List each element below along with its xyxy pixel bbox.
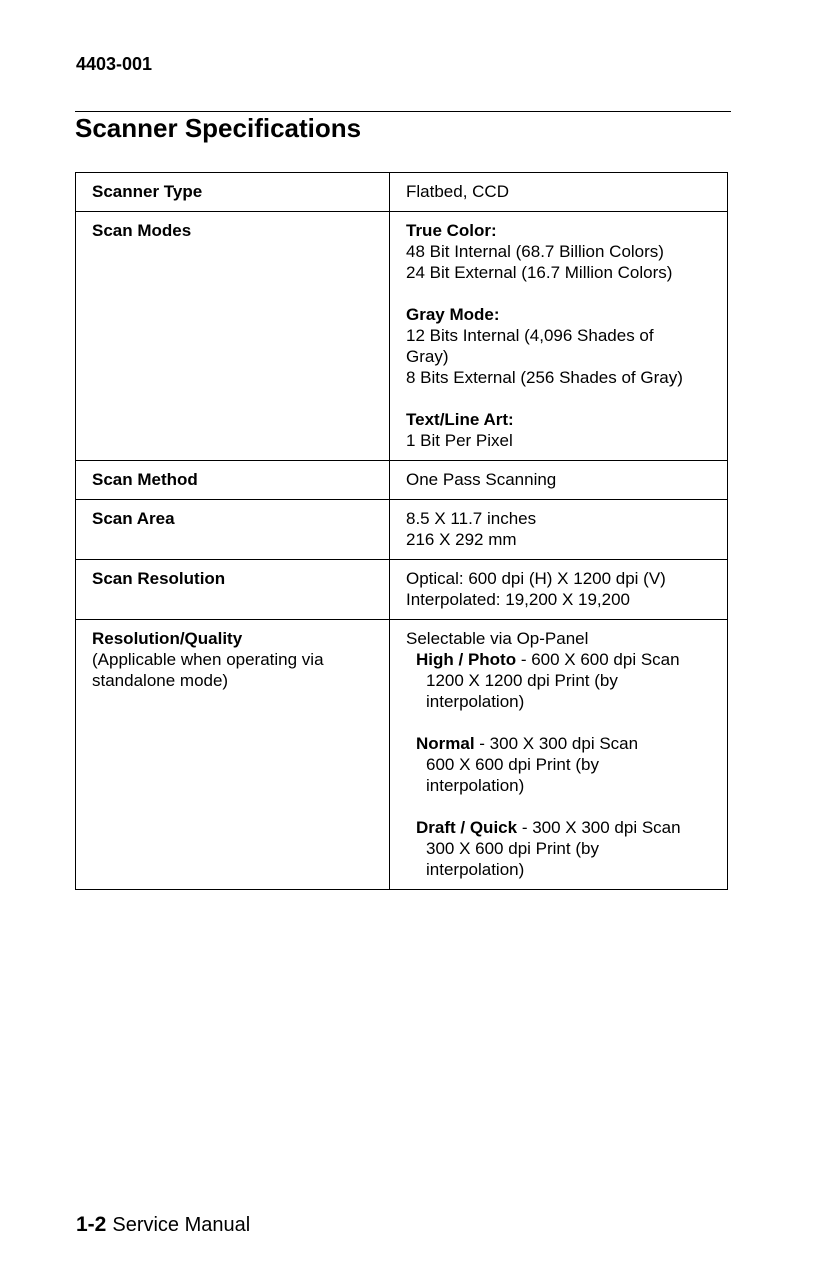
normal-name: Normal xyxy=(416,734,475,753)
gray-internal-line-1: 12 Bits Internal (4,096 Shades of xyxy=(406,326,654,345)
high-photo-interp: interpolation) xyxy=(426,692,525,711)
row-label-scan-area: Scan Area xyxy=(92,509,175,528)
table-row xyxy=(76,620,728,890)
draft-quick-name: Draft / Quick xyxy=(416,818,518,837)
row-label-scan-method: Scan Method xyxy=(92,470,198,489)
scanner-spec-table xyxy=(75,172,728,890)
value-cell xyxy=(390,500,728,560)
text-line-art-value: 1 Bit Per Pixel xyxy=(406,431,513,450)
value-cell xyxy=(390,560,728,620)
gray-mode-heading: Gray Mode: xyxy=(406,305,500,324)
scan-resolution-interpolated: Interpolated: 19,200 X 19,200 xyxy=(406,590,631,609)
table-row xyxy=(76,212,728,461)
normal-line xyxy=(406,733,713,754)
op-panel-intro: Selectable via Op-Panel xyxy=(406,629,589,648)
high-photo-name: High / Photo xyxy=(416,650,517,669)
scan-area-inches: 8.5 X 11.7 inches xyxy=(406,509,537,528)
row-label-scan-resolution: Scan Resolution xyxy=(92,569,226,588)
text-line-art-heading: Text/Line Art: xyxy=(406,410,514,429)
gray-internal-line-2: Gray) xyxy=(406,347,449,366)
true-color-heading: True Color: xyxy=(406,221,497,240)
gray-external: 8 Bits External (256 Shades of Gray) xyxy=(406,368,683,387)
scanner-type-value: Flatbed, CCD xyxy=(406,182,509,201)
value-cell xyxy=(390,620,728,890)
high-photo-line xyxy=(406,649,713,670)
scan-method-value: One Pass Scanning xyxy=(406,470,557,489)
label-cell xyxy=(76,620,390,890)
resolution-quality-note-1: (Applicable when operating via xyxy=(92,650,324,669)
row-label-resolution-quality: Resolution/Quality xyxy=(92,629,243,648)
label-cell xyxy=(76,461,390,500)
document-number: 4403-001 xyxy=(76,54,153,74)
normal-scan: - 300 X 300 dpi Scan xyxy=(474,734,639,753)
row-label-scan-modes: Scan Modes xyxy=(92,221,192,240)
true-color-internal: 48 Bit Internal (68.7 Billion Colors) xyxy=(406,242,664,261)
value-cell xyxy=(390,173,728,212)
page-footer xyxy=(76,1212,250,1238)
label-cell xyxy=(76,500,390,560)
high-photo-print: 1200 X 1200 dpi Print (by xyxy=(426,671,618,690)
normal-interp: interpolation) xyxy=(426,776,525,795)
row-label-scanner-type: Scanner Type xyxy=(92,182,203,201)
high-photo-scan: - 600 X 600 dpi Scan xyxy=(516,650,680,669)
footer-text: Service Manual xyxy=(112,1214,251,1236)
draft-quick-scan: - 300 X 300 dpi Scan xyxy=(517,818,681,837)
true-color-external: 24 Bit External (16.7 Million Colors) xyxy=(406,263,673,282)
table-row xyxy=(76,500,728,560)
label-cell xyxy=(76,173,390,212)
table-row xyxy=(76,173,728,212)
page-title: Scanner Specifications xyxy=(75,113,362,143)
page-number: 1-2 xyxy=(76,1213,107,1236)
draft-quick-print: 300 X 600 dpi Print (by xyxy=(426,839,599,858)
value-cell xyxy=(390,212,728,461)
label-cell xyxy=(76,212,390,461)
label-cell xyxy=(76,560,390,620)
normal-print: 600 X 600 dpi Print (by xyxy=(426,755,599,774)
scan-area-mm: 216 X 292 mm xyxy=(406,530,517,549)
table-row xyxy=(76,461,728,500)
value-cell xyxy=(390,461,728,500)
draft-quick-line xyxy=(406,817,713,838)
resolution-quality-note-2: standalone mode) xyxy=(92,671,229,690)
table-row xyxy=(76,560,728,620)
scan-resolution-optical: Optical: 600 dpi (H) X 1200 dpi (V) xyxy=(406,569,666,588)
draft-quick-interp: interpolation) xyxy=(426,860,525,879)
